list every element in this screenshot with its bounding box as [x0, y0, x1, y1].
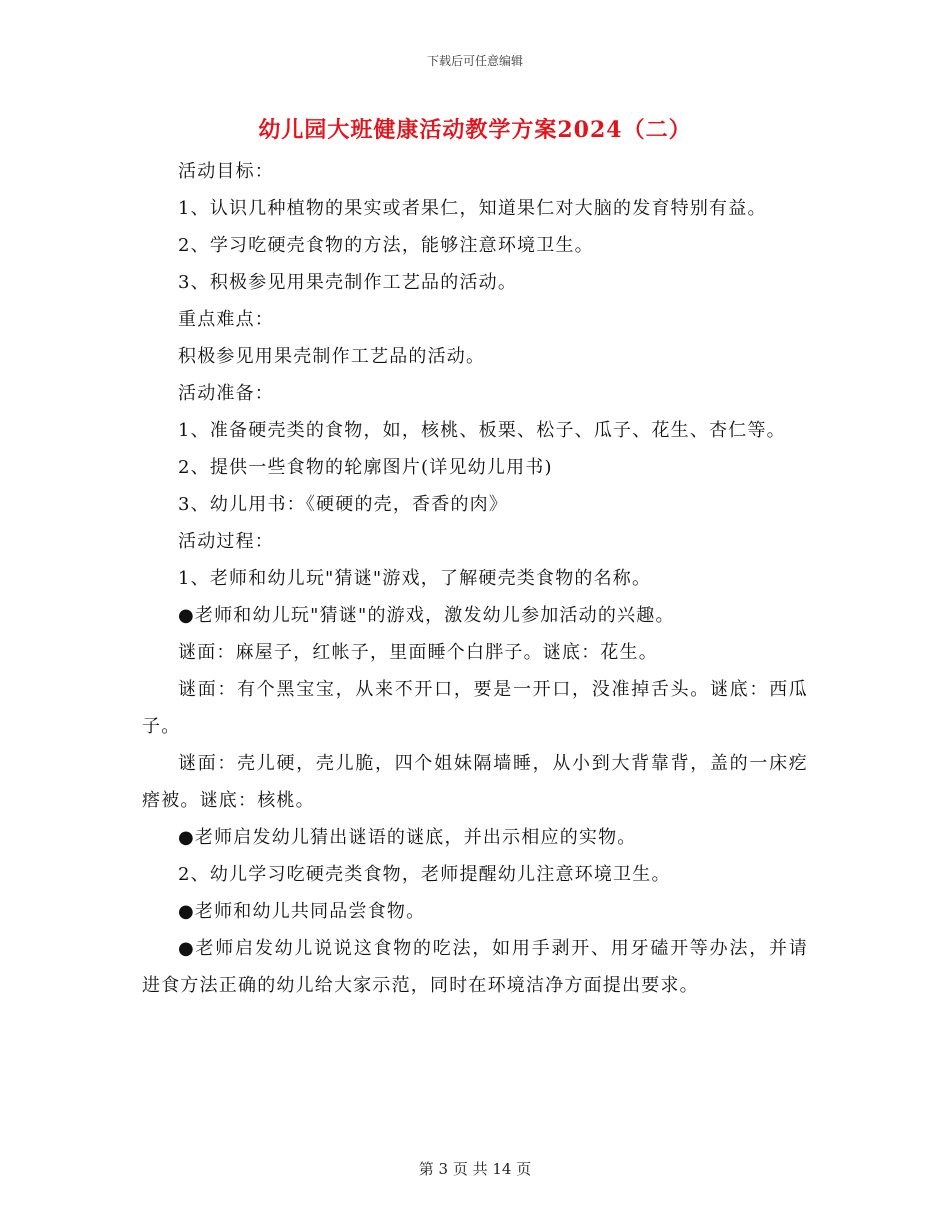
paragraph: 谜面：麻屋子，红帐子，里面睡个白胖子。谜底：花生。: [178, 642, 658, 663]
page-number-footer: 第 3 页 共 14 页: [418, 1160, 532, 1178]
paragraph: 谜面：壳儿硬，壳儿脆，四个姐妹隔墙睡，从小到大背靠背，盖的一床疙瘩被。谜底：核桃。: [142, 753, 808, 811]
paragraph: 重点难点：: [178, 309, 274, 330]
document-body: [142, 153, 808, 1004]
paragraph: 2、幼儿学习吃硬壳类食物，老师提醒幼儿注意环境卫生。: [178, 864, 671, 885]
paragraph: 活动目标：: [178, 161, 274, 182]
paragraph: 谜面：有个黑宝宝，从来不开口，要是一开口，没准掉舌头。谜底：西瓜子。: [142, 679, 808, 737]
paragraph: 1、老师和幼儿玩"猜谜"游戏，了解硬壳类食物的名称。: [178, 568, 652, 589]
page-header-note: 下载后可任意编辑: [426, 54, 523, 68]
paragraph: ●老师和幼儿玩"猜谜"的游戏，激发幼儿参加活动的兴趣。: [178, 605, 675, 626]
document-title: 幼儿园大班健康活动教学方案2024（二）: [258, 117, 692, 143]
paragraph: 活动准备：: [178, 383, 274, 404]
paragraph: 1、准备硬壳类的食物，如，核桃、板栗、松子、瓜子、花生、杏仁等。: [178, 420, 786, 441]
paragraph: ●老师启发幼儿说说这食物的吃法，如用手剥开、用牙磕开等办法，并请进食方法正确的幼儿给大家示范，同时在环境洁净方面提出要求。: [142, 938, 808, 996]
paragraph: 3、幼儿用书：《硬硬的壳，香香的肉》: [178, 494, 509, 515]
paragraph: ●老师和幼儿共同品尝食物。: [178, 901, 426, 922]
paragraph: ●老师启发幼儿猜出谜语的谜底，并出示相应的实物。: [178, 827, 637, 848]
paragraph: 2、提供一些食物的轮廓图片(详见幼儿用书): [178, 457, 553, 478]
paragraph: 2、学习吃硬壳食物的方法，能够注意环境卫生。: [178, 235, 594, 256]
paragraph: 积极参见用果壳制作工艺品的活动。: [178, 346, 486, 367]
paragraph: 1、认识几种植物的果实或者果仁，知道果仁对大脑的发育特别有益。: [178, 198, 767, 219]
paragraph: 活动过程：: [178, 531, 274, 552]
paragraph: 3、积极参见用果壳制作工艺品的活动。: [178, 272, 518, 293]
